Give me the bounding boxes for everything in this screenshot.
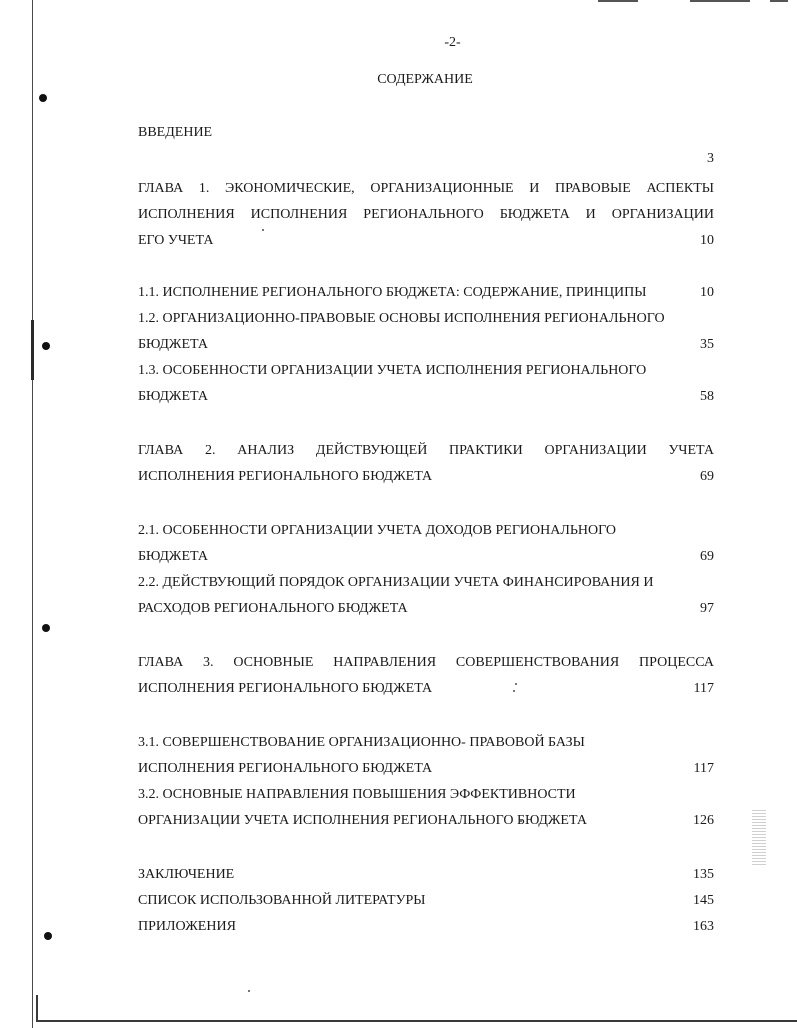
toc-entry-page-row — [138, 808, 714, 834]
scan-speck — [248, 990, 250, 992]
scan-top-mark — [770, 0, 788, 2]
toc-entry-chapter-3 — [138, 650, 714, 702]
toc-entry-line: 3.1. СОВЕРШЕНСТВОВАНИЕ ОРГАНИЗАЦИОННО- ПРАВОВОЙ БАЗЫ — [138, 735, 585, 750]
toc-entry-page-row — [138, 384, 714, 410]
scan-noise — [752, 810, 766, 865]
toc-page-number: 69 — [700, 549, 714, 564]
toc-page-number: 10 — [700, 233, 714, 248]
toc-entry-line: ИСПОЛНЕНИЯ РЕГИОНАЛЬНОГО БЮДЖЕТА — [138, 681, 433, 696]
toc-entry-line: БЮДЖЕТА — [138, 389, 208, 404]
punch-hole — [44, 932, 52, 940]
toc-page-number: 145 — [693, 893, 714, 908]
toc-entry-3-2 — [138, 782, 714, 834]
toc-entry-line: ПРИЛОЖЕНИЯ — [138, 919, 236, 934]
toc-entry-page-row — [138, 756, 714, 782]
toc-page-number: 117 — [693, 681, 714, 696]
toc-entry-page-row — [138, 228, 714, 254]
toc-entry-line: ГЛАВА 2. АНАЛИЗ ДЕЙСТВУЮЩЕЙ ПРАКТИКИ ОРГАНИЗАЦИИ УЧЕТА — [138, 443, 714, 458]
toc-entry-line: РАСХОДОВ РЕГИОНАЛЬНОГО БЮДЖЕТА — [138, 601, 408, 616]
toc-entry-line: ИСПОЛНЕНИЯ ИСПОЛНЕНИЯ РЕГИОНАЛЬНОГО БЮДЖЕТА И ОРГАНИЗАЦИИ — [138, 207, 714, 222]
toc-entry-line: ГЛАВА 1. ЭКОНОМИЧЕСКИЕ, ОРГАНИЗАЦИОННЫЕ И ПРАВОВЫЕ АСПЕКТЫ — [138, 181, 714, 196]
toc-page-number: 3 — [707, 151, 714, 166]
toc-entry-page-row — [138, 914, 714, 940]
toc-page-number: 58 — [700, 389, 714, 404]
toc-entry-page-row — [138, 332, 714, 358]
toc-entry-page-row — [138, 596, 714, 622]
toc-entry-line: ГЛАВА 3. ОСНОВНЫЕ НАПРАВЛЕНИЯ СОВЕРШЕНСТВОВАНИЯ ПРОЦЕССА — [138, 655, 714, 670]
scan-edge-bottom — [36, 1020, 797, 1022]
toc-page-number: 10 — [700, 285, 714, 300]
toc-entry-1-3 — [138, 358, 714, 410]
toc-entry-line: ИСПОЛНЕНИЯ РЕГИОНАЛЬНОГО БЮДЖЕТА — [138, 761, 433, 776]
spacer — [138, 622, 714, 650]
toc-entry-line: 1.2. ОРГАНИЗАЦИОННО-ПРАВОВЫЕ ОСНОВЫ ИСПОЛНЕНИЯ РЕГИОНАЛЬНОГО — [138, 311, 665, 326]
toc-entry-page-row — [138, 280, 714, 306]
toc-entry-line: 2.2. ДЕЙСТВУЮЩИЙ ПОРЯДОК ОРГАНИЗАЦИИ УЧЕТА ФИНАНСИРОВАНИЯ И — [138, 575, 654, 590]
page-title: СОДЕРЖАНИЕ — [377, 72, 473, 87]
scan-top-mark — [598, 0, 638, 2]
toc-entry-intro — [138, 120, 714, 172]
toc-page-number: 35 — [700, 337, 714, 352]
toc-entry-chapter-1 — [138, 176, 714, 254]
spacer — [138, 410, 714, 438]
spacer — [138, 490, 714, 518]
toc-entry-page-row — [138, 544, 714, 570]
spacer — [138, 834, 714, 862]
toc-entry-page-row — [138, 464, 714, 490]
toc-entry-page-row — [138, 676, 714, 702]
scan-edge-corner — [36, 995, 38, 1022]
toc-entry-line: СПИСОК ИСПОЛЬЗОВАННОЙ ЛИТЕРАТУРЫ — [138, 893, 426, 908]
toc-entry-line: 2.1. ОСОБЕННОСТИ ОРГАНИЗАЦИИ УЧЕТА ДОХОДОВ РЕГИОНАЛЬНОГО — [138, 523, 616, 538]
toc-entry-label: ВВЕДЕНИЕ — [138, 125, 213, 140]
toc-entry-line: БЮДЖЕТА — [138, 549, 208, 564]
table-of-contents — [138, 120, 714, 940]
toc-entry-line: ЕГО УЧЕТА — [138, 233, 214, 248]
toc-entry-3-1 — [138, 730, 714, 782]
toc-entry-1-2 — [138, 306, 714, 358]
toc-entry-2-1 — [138, 518, 714, 570]
toc-page-number: 97 — [700, 601, 714, 616]
toc-entry-line: 3.2. ОСНОВНЫЕ НАПРАВЛЕНИЯ ПОВЫШЕНИЯ ЭФФЕКТИВНОСТИ — [138, 787, 576, 802]
toc-entry-page-row — [138, 146, 714, 172]
toc-page-number: 126 — [693, 813, 714, 828]
scan-edge-left-mark — [31, 320, 34, 380]
toc-entry-appendices — [138, 914, 714, 940]
punch-hole — [39, 94, 47, 102]
toc-page-number: 163 — [693, 919, 714, 934]
toc-entry-conclusion — [138, 862, 714, 888]
toc-page-number: 69 — [700, 469, 714, 484]
toc-page-number: 135 — [693, 867, 714, 882]
punch-hole — [42, 624, 50, 632]
toc-entry-line: 1.3. ОСОБЕННОСТИ ОРГАНИЗАЦИИ УЧЕТА ИСПОЛНЕНИЯ РЕГИОНАЛЬНОГО — [138, 363, 647, 378]
scan-top-mark — [690, 0, 750, 2]
toc-entry-1-1 — [138, 280, 714, 306]
toc-entry-line: ОРГАНИЗАЦИИ УЧЕТА ИСПОЛНЕНИЯ РЕГИОНАЛЬНОГО БЮДЖЕТА — [138, 813, 587, 828]
scan-edge-left — [32, 0, 33, 1028]
toc-entry-2-2 — [138, 570, 714, 622]
toc-entry-line: БЮДЖЕТА — [138, 337, 208, 352]
toc-entry-line: ИСПОЛНЕНИЯ РЕГИОНАЛЬНОГО БЮДЖЕТА — [138, 469, 433, 484]
spacer — [138, 702, 714, 730]
toc-entry-line: ЗАКЛЮЧЕНИЕ — [138, 867, 235, 882]
toc-entry-line: 1.1. ИСПОЛНЕНИЕ РЕГИОНАЛЬНОГО БЮДЖЕТА: СОДЕРЖАНИЕ, ПРИНЦИПЫ — [138, 285, 647, 300]
toc-entry-page-row — [138, 862, 714, 888]
toc-entry-bibliography — [138, 888, 714, 914]
toc-entry-page-row — [138, 888, 714, 914]
spacer — [138, 254, 714, 280]
punch-hole — [42, 342, 50, 350]
page-number: -2- — [444, 35, 461, 50]
toc-page-number: 117 — [693, 761, 714, 776]
toc-entry-chapter-2 — [138, 438, 714, 490]
